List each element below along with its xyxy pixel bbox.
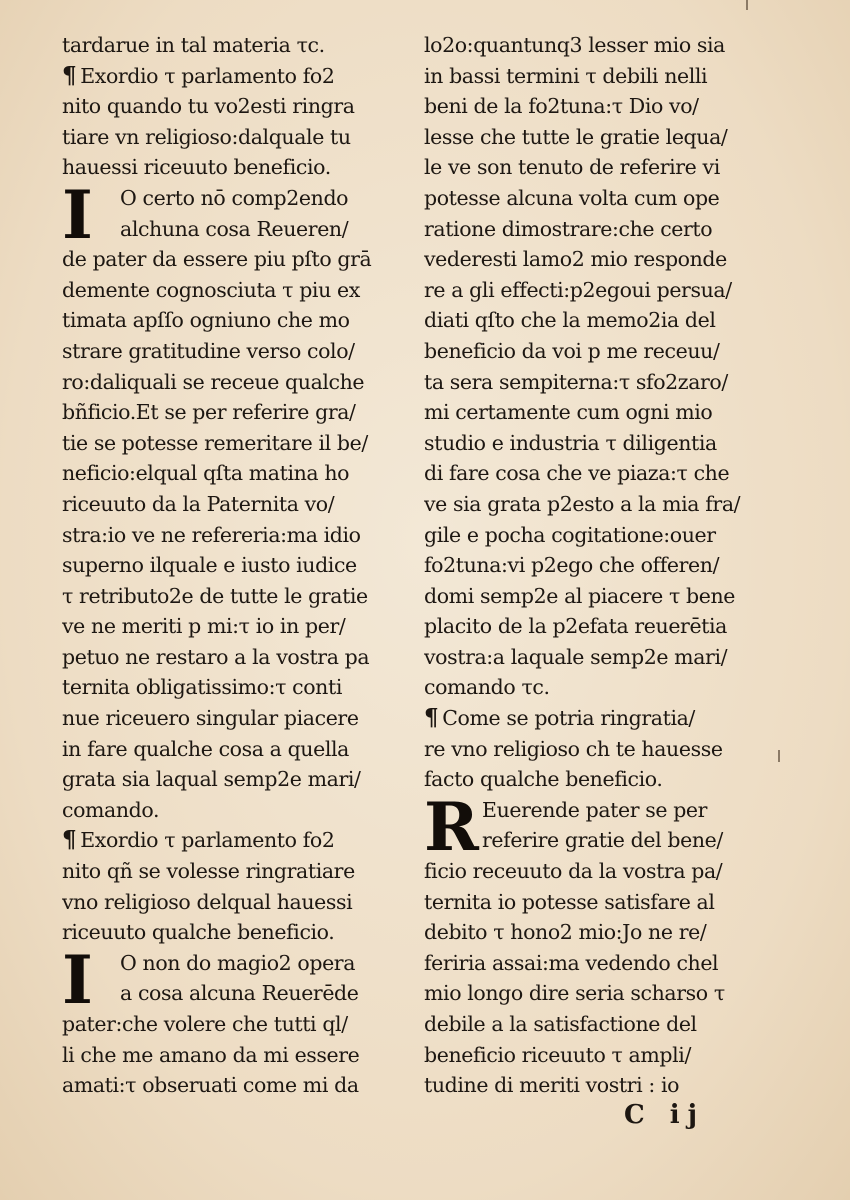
- text-line: comando.: [62, 797, 160, 822]
- text-line: le ve son tenuto de referire vi: [424, 155, 720, 180]
- text-line: riceuuto da la Paternita vo/: [62, 491, 335, 516]
- text-line: grata sia laqual semp2e mari/: [62, 767, 361, 792]
- text-line: τ retributo2e de tutte le gratie: [62, 583, 368, 608]
- signature-mark: C ij: [624, 1100, 706, 1130]
- text-line: ficio receuuto da la vostra pa/: [424, 859, 723, 884]
- text-line: hauessi riceuuto beneficio.: [62, 155, 331, 180]
- text-line: lesse che tutte le gratie lequa/: [424, 124, 728, 149]
- text-line: feriria assai:ma vedendo chel: [424, 950, 719, 975]
- text-line: ta sera sempiterna:τ sfo2zaro/: [424, 369, 728, 394]
- text-line: Euerende pater se per: [482, 797, 708, 822]
- text-line: re vno religioso ch te hauesse: [424, 736, 723, 761]
- text-line: tiare vn religioso:dalquale tu: [62, 124, 351, 149]
- text-line: diati qſto che la memo2ia del: [424, 308, 716, 333]
- text-line: [62, 61, 414, 92]
- text-line: in bassi termini τ debili nelli: [424, 63, 708, 88]
- text-line: petuo ne restaro a la vostra pa: [62, 644, 370, 669]
- text-line: domi semp2e al piacere τ bene: [424, 583, 735, 608]
- text-line: mi certamente cum ogni mio: [424, 400, 713, 425]
- text-line: di fare cosa che ve piaza:τ che: [424, 461, 730, 486]
- text-line: a cosa alcuna Reuerēde: [120, 981, 359, 1006]
- text-line: neficio:elqual qſta matina ho: [62, 461, 350, 486]
- paragraph-io-non: [62, 940, 414, 1101]
- text-line: placito de la p2efata reuerētia: [424, 614, 727, 639]
- paragraph-io-certo: [62, 175, 414, 825]
- text-line: [62, 825, 414, 856]
- text-line: vostra:a laquale semp2e mari/: [424, 644, 728, 669]
- text-line: bñficio.Et se per referire gra/: [62, 400, 356, 425]
- text-line: studio e industria τ diligentia: [424, 430, 717, 455]
- text-span: Exordio τ parlamento fo2: [80, 828, 335, 853]
- text-line: ternita io potesse satisfare al: [424, 889, 715, 914]
- text-line: ternita obligatissimo:τ conti: [62, 675, 342, 700]
- text-line: fo2tuna:vi p2ego che offeren/: [424, 553, 720, 578]
- text-line: O non do magio2 opera: [120, 950, 356, 975]
- text-line: pater:che volere che tutti ql/: [62, 1012, 348, 1036]
- pilcrow-icon: ¶: [62, 61, 77, 89]
- text-line: superno ilquale e iusto iudice: [62, 553, 357, 578]
- text-line: re a gli effecti:p2egoui persua/: [424, 277, 732, 302]
- left-column: [62, 30, 414, 1101]
- pilcrow-icon: ¶: [424, 704, 439, 732]
- text-line: beneficio riceuuto τ ampli/: [424, 1042, 691, 1067]
- text-line: debile a la satisfactione del: [424, 1012, 697, 1036]
- text-line: tie se potesse remeritare il be/: [62, 430, 368, 455]
- paragraph-reuerende: [424, 787, 776, 1101]
- text-line: mio longo dire seria scharso τ: [424, 981, 725, 1006]
- text-line: tardarue in tal materia τc.: [62, 33, 325, 57]
- text-line: lo2o:quantunq3 lesser mio sia: [424, 33, 725, 57]
- pilcrow-icon: ¶: [62, 826, 77, 854]
- text-line: vno religioso delqual hauessi: [62, 889, 353, 914]
- text-line: nito quando tu vo2esti ringra: [62, 94, 355, 119]
- text-line: de pater da essere piu pſto grā: [62, 247, 372, 272]
- text-line: nue riceuero singular piacere: [62, 706, 359, 731]
- text-line: alchuna cosa Reueren/: [120, 216, 349, 241]
- text-span: Exordio τ parlamento fo2: [80, 63, 335, 88]
- page-edge-mark: [746, 0, 748, 10]
- text-line: nito qñ se volesse ringratiare: [62, 859, 355, 884]
- text-line: ratione dimostrare:che certo: [424, 216, 713, 241]
- text-line: O certo nō comp2endo: [120, 185, 349, 210]
- text-line: in fare qualche cosa a quella: [62, 736, 349, 761]
- text-line: potesse alcuna volta cum ope: [424, 185, 720, 210]
- text-line: ro:daliquali se receue qualche: [62, 369, 365, 394]
- text-line: riceuuto qualche beneficio.: [62, 920, 335, 945]
- text-line: stra:io ve ne refereria:ma idio: [62, 522, 361, 547]
- text-line: comando τc.: [424, 675, 550, 700]
- text-line: tudine di meriti vostri : io: [424, 1073, 680, 1098]
- text-line: ve sia grata p2esto a la mia fra/: [424, 491, 741, 516]
- text-line: demente cognosciuta τ piu ex: [62, 277, 360, 302]
- margin-mark: [778, 750, 780, 762]
- text-line: beneficio da voi p me receuu/: [424, 338, 720, 363]
- text-line: timata apſſo ogniuno che mo: [62, 308, 350, 333]
- drop-cap-initial: R: [424, 787, 479, 866]
- drop-cap-initial: I: [62, 175, 93, 254]
- text-line: ve ne meriti p mi:τ io in per/: [62, 614, 346, 639]
- text-line: gile e pocha cogitatione:ouer: [424, 522, 716, 547]
- text-line: referire gratie del bene/: [482, 828, 723, 853]
- paragraph-continuation: [424, 30, 776, 703]
- text-line: vederesti lamo2 mio responde: [424, 247, 727, 272]
- text-line: facto qualche beneficio.: [424, 767, 663, 792]
- text-line: [424, 703, 776, 734]
- paragraph-exordio-1: [62, 61, 414, 183]
- text-line: li che me amano da mi essere: [62, 1042, 360, 1067]
- right-column: [424, 30, 776, 1101]
- text-line: amati:τ obseruati come mi da: [62, 1073, 359, 1098]
- text-line: beni de la fo2tuna:τ Dio vo/: [424, 94, 699, 119]
- drop-cap-initial: I: [62, 940, 93, 1019]
- paragraph-exordio-2: [62, 825, 414, 947]
- text-line: debito τ hono2 mio:Jo ne re/: [424, 920, 707, 945]
- text-line: strare gratitudine verso colo/: [62, 338, 355, 363]
- paragraph-come-se: [424, 703, 776, 795]
- text-span: Come se potria ringratia/: [442, 706, 695, 731]
